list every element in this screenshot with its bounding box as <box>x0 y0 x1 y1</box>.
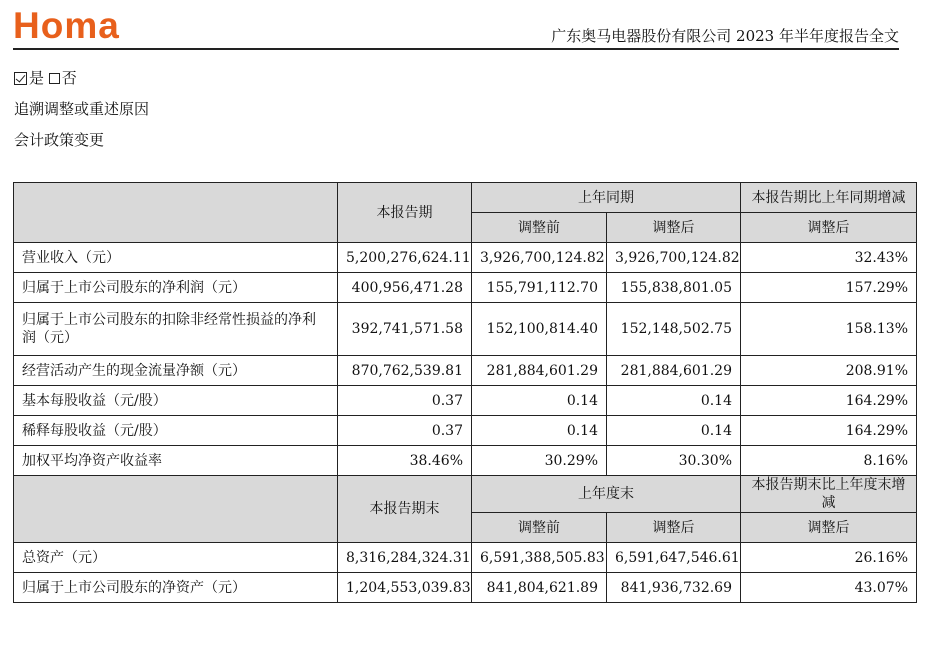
current-value: 0.37 <box>338 386 472 416</box>
change-value: 43.07% <box>741 573 917 603</box>
after-value: 0.14 <box>607 386 741 416</box>
current-value: 870,762,539.81 <box>338 356 472 386</box>
row-label: 营业收入（元） <box>14 243 338 273</box>
change-value: 26.16% <box>741 543 917 573</box>
document-title: 广东奥马电器股份有限公司 2023 年半年度报告全文 <box>551 27 899 45</box>
header-blank-cell <box>14 183 338 243</box>
before-value: 281,884,601.29 <box>472 356 607 386</box>
header-change-adjusted: 调整后 <box>741 513 917 543</box>
no-label: 否 <box>61 69 77 87</box>
restatement-reason-label: 追溯调整或重述原因 <box>14 100 150 118</box>
current-value: 8,316,284,324.31 <box>338 543 472 573</box>
current-value: 5,200,276,624.11 <box>338 243 472 273</box>
header-blank-cell <box>14 476 338 543</box>
before-value: 6,591,388,505.83 <box>472 543 607 573</box>
current-value: 0.37 <box>338 416 472 446</box>
before-value: 0.14 <box>472 416 607 446</box>
table-row <box>14 386 917 416</box>
row-label: 归属于上市公司股东的净资产（元） <box>14 573 338 603</box>
change-value: 164.29% <box>741 416 917 446</box>
header-change-adjusted: 调整后 <box>741 213 917 243</box>
header-before-adjustment: 调整前 <box>472 213 607 243</box>
before-value: 155,791,112.70 <box>472 273 607 303</box>
change-value: 158.13% <box>741 303 917 356</box>
after-value: 0.14 <box>607 416 741 446</box>
before-value: 30.29% <box>472 446 607 476</box>
after-value: 841,936,732.69 <box>607 573 741 603</box>
change-value: 8.16% <box>741 446 917 476</box>
row-label: 归属于上市公司股东的扣除非经常性损益的净利润（元） <box>14 303 338 356</box>
header-before-adjustment: 调整前 <box>472 513 607 543</box>
header-prior-period: 上年同期 <box>472 183 741 213</box>
header-current-period: 本报告期 <box>338 183 472 243</box>
after-value: 3,926,700,124.82 <box>607 243 741 273</box>
table-row <box>14 273 917 303</box>
restatement-reason-value: 会计政策变更 <box>14 131 105 149</box>
after-value: 6,591,647,546.61 <box>607 543 741 573</box>
table-row <box>14 573 917 603</box>
row-label: 基本每股收益（元/股） <box>14 386 338 416</box>
before-value: 3,926,700,124.82 <box>472 243 607 273</box>
after-value: 155,838,801.05 <box>607 273 741 303</box>
row-label: 经营活动产生的现金流量净额（元） <box>14 356 338 386</box>
change-value: 32.43% <box>741 243 917 273</box>
change-value: 157.29% <box>741 273 917 303</box>
change-value: 208.91% <box>741 356 917 386</box>
current-value: 400,956,471.28 <box>338 273 472 303</box>
before-value: 152,100,814.40 <box>472 303 607 356</box>
row-label: 归属于上市公司股东的净利润（元） <box>14 273 338 303</box>
header-change: 本报告期末比上年度末增减 <box>741 476 917 513</box>
row-label: 稀释每股收益（元/股） <box>14 416 338 446</box>
after-value: 281,884,601.29 <box>607 356 741 386</box>
table-row <box>14 543 917 573</box>
row-label: 总资产（元） <box>14 543 338 573</box>
after-value: 152,148,502.75 <box>607 303 741 356</box>
table-row <box>14 243 917 273</box>
table-row <box>14 446 917 476</box>
header-after-adjustment: 调整后 <box>607 213 741 243</box>
table-row <box>14 303 917 356</box>
header-change: 本报告期比上年同期增减 <box>741 183 917 213</box>
yes-label: 是 <box>29 69 45 87</box>
unchecked-box-icon <box>49 73 60 84</box>
restatement-options <box>14 68 77 88</box>
after-value: 30.30% <box>607 446 741 476</box>
header-divider <box>13 48 899 50</box>
header-period-end: 本报告期末 <box>338 476 472 543</box>
homa-logo: Homa <box>13 5 120 46</box>
header-after-adjustment: 调整后 <box>607 513 741 543</box>
current-value: 38.46% <box>338 446 472 476</box>
header-prior-year-end: 上年度末 <box>472 476 741 513</box>
change-value: 164.29% <box>741 386 917 416</box>
before-value: 0.14 <box>472 386 607 416</box>
before-value: 841,804,621.89 <box>472 573 607 603</box>
table-row <box>14 356 917 386</box>
key-financial-data-table <box>13 182 917 603</box>
row-label: 加权平均净资产收益率 <box>14 446 338 476</box>
current-value: 1,204,553,039.83 <box>338 573 472 603</box>
current-value: 392,741,571.58 <box>338 303 472 356</box>
checked-box-icon <box>14 72 27 85</box>
table-row <box>14 416 917 446</box>
